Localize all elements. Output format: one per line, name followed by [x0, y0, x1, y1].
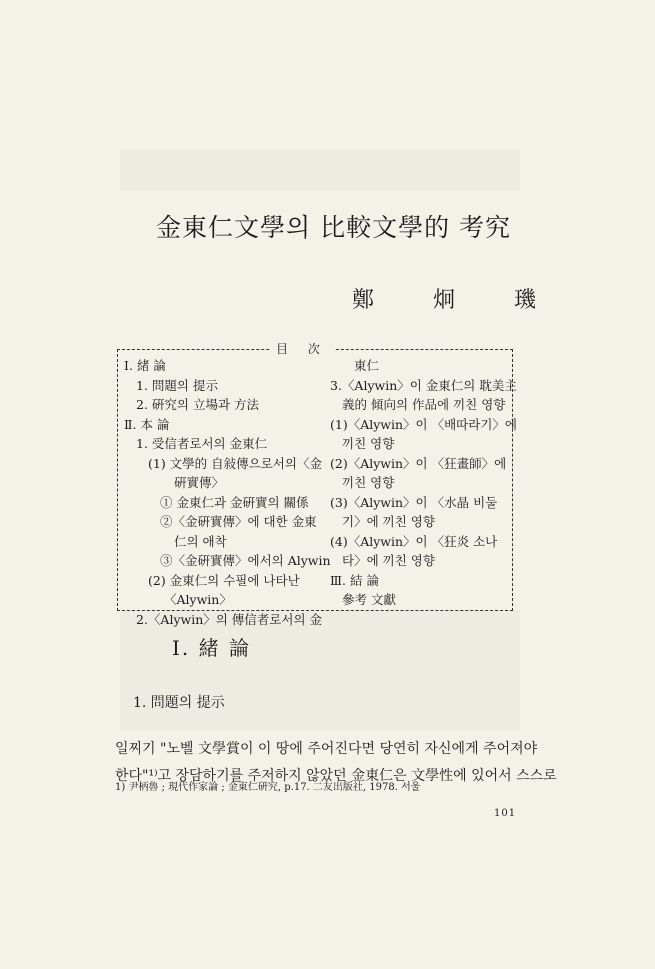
toc-left-column: [124, 356, 331, 629]
toc-item: (2) 金東仁의 수필에 나타난: [148, 572, 300, 588]
toc-right-column: [330, 356, 517, 610]
subsection-heading: 1. 問題의 提示: [133, 695, 225, 711]
footnote: 1) 尹柄魯 ; 現代作家論 ; 金東仁硏究, p.17. 二友出版社, 1978. 서울: [115, 782, 421, 793]
bleed-through-upper: [120, 150, 520, 190]
toc-item: 義的 傾向의 作品에 끼친 영향: [342, 397, 506, 412]
toc-item: (4)〈Alywin〉이 〈狂炎 소나: [330, 533, 498, 549]
toc-item: 기〉에 끼친 영향: [342, 514, 435, 529]
toc-heading: 目 次: [270, 340, 334, 357]
toc-item: (2)〈Alywin〉이 〈狂畫師〉에: [330, 455, 507, 471]
body-line: 일찌기 "노벨 文學賞이 이 땅에 주어진다면 당연히 자신에게 주어져야: [115, 741, 538, 757]
toc-item: (1) 文學的 自敍傳으로서의〈金: [148, 455, 322, 471]
toc-item: Ⅱ. 本 論: [124, 416, 170, 432]
article-title: 金東仁文學의 比較文學的 考究: [156, 213, 512, 242]
section-heading: Ⅰ. 緒 論: [172, 636, 251, 660]
toc-item: (3)〈Alywin〉이 〈水晶 비둘: [330, 494, 498, 510]
toc-item: 硏實傳〉: [174, 475, 225, 490]
toc-item: ① 金東仁과 金硏實의 關係: [160, 494, 309, 510]
toc-item: 3.〈Alywin〉이 金東仁의 耽美主: [330, 377, 517, 393]
toc-item: 1. 受信者로서의 金東仁: [136, 436, 268, 451]
toc-item: 仁의 애착: [174, 533, 227, 549]
toc-item: 1. 問題의 提示: [136, 377, 218, 393]
toc-item: 〈Alywin〉: [164, 592, 232, 607]
page-number: 101: [494, 808, 517, 819]
body-line: 한다"¹⁾고 장담하기를 주저하지 않았던 金東仁은 文學性에 있어서 스스로: [115, 768, 557, 784]
toc-item: 2.〈Alywin〉의 傳信者로서의 金: [136, 611, 323, 627]
author-name: 鄭 炯 璣: [352, 288, 562, 313]
toc-item: ③〈金硏實傳〉에서의 Alywin: [160, 553, 331, 568]
toc-item: Ⅰ. 緒 論: [124, 358, 166, 373]
toc-item: Ⅲ. 結 論: [330, 572, 379, 588]
toc-item: 끼친 영향: [342, 475, 395, 490]
toc-item: 끼친 영향: [342, 436, 395, 451]
toc-item: 타〉에 끼친 영향: [342, 553, 435, 568]
toc-item: 參考 文獻: [342, 592, 396, 607]
toc-item: 東仁: [354, 358, 380, 373]
toc-item: ②〈金硏實傳〉에 대한 金東: [160, 514, 317, 529]
toc-item: (1)〈Alywin〉이 〈배따라기〉에: [330, 416, 517, 432]
toc-item: 2. 硏究의 立場과 方法: [136, 397, 259, 412]
